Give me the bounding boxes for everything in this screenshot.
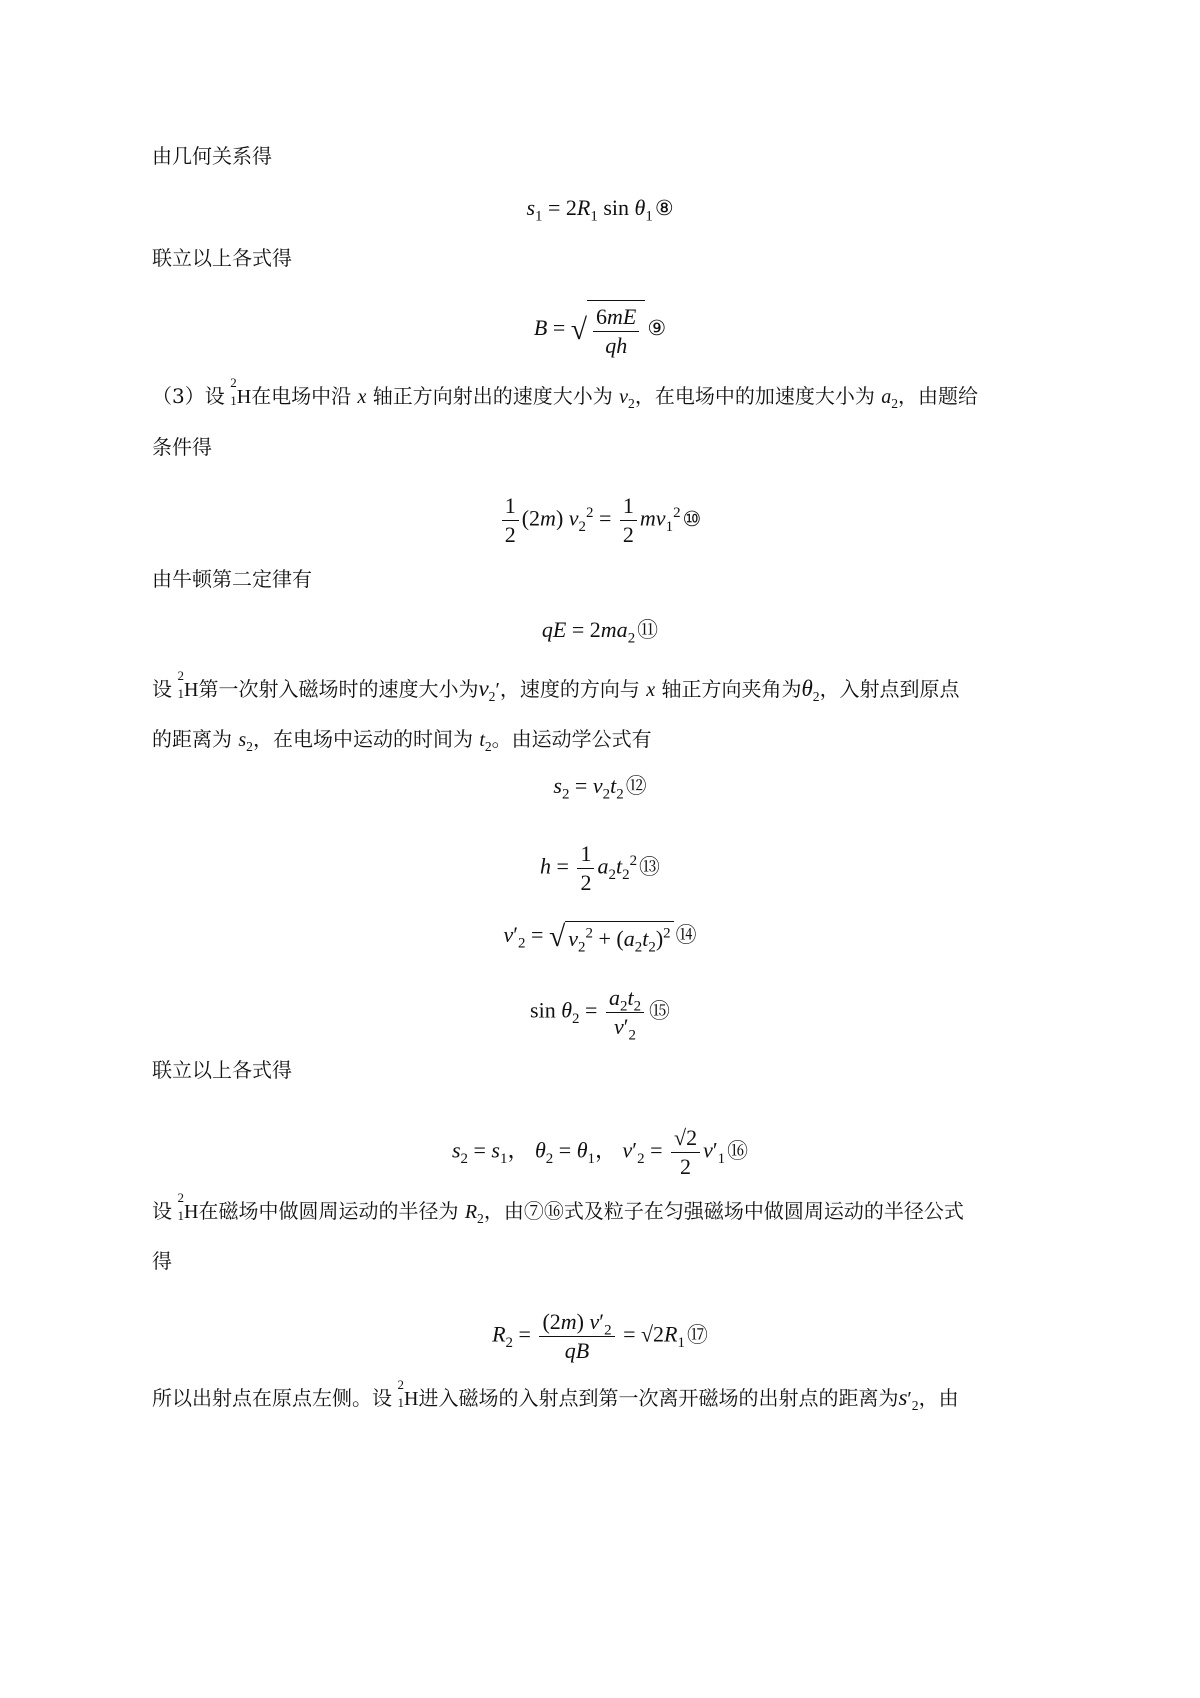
text-combine-2: 联立以上各式得 xyxy=(152,1058,292,1082)
isotope-notation: 2 1 xyxy=(177,668,184,701)
equation-number: ⑰ xyxy=(686,1322,708,1347)
equation-15: $\sin \theta_2$ = $\frac{a_2t_2}{v'_2}$ ⑮ xyxy=(530,985,670,1044)
paragraph-part3-cont: 条件得 xyxy=(152,435,212,459)
equation-11: qE = $2ma_2⑪$ xyxy=(541,617,659,647)
equation-16: $s_2 = s_1$， $\theta_2 = \theta_1$， $v'_2$ = $\frac{√2}{2}$ $v'_1⑯$ xyxy=(451,1125,749,1179)
equation-14: $v'_2$ = √ $v_2^2 + (a_2t_2)^2$ ⑭ xyxy=(503,921,697,956)
text-newton: 由牛顿第二定律有 xyxy=(152,567,312,591)
equation-12: $s_2$ = $v_2t_2⑫$ xyxy=(553,773,647,803)
equation-number: ⑯ xyxy=(727,1138,749,1163)
equation-number: ⑩ xyxy=(682,506,702,531)
equation-number: ⑮ xyxy=(649,998,670,1023)
equation-8: $s_1 = 2R_1$ $\sin \theta_1⑧$ xyxy=(526,195,674,225)
isotope-notation: 2 1 xyxy=(230,375,237,408)
isotope-notation: 2 1 xyxy=(177,1190,184,1223)
paragraph-exit: 所以出射点在原点左侧。设 2 1 H进入磁场的入射点到第一次离开磁场的出射点的距离为$s'_2$，由 xyxy=(152,1377,959,1413)
paragraph-velocity-cont: 的距离为 $s_2$，在电场中运动的时间为 $t_2$。由运动学公式有 xyxy=(152,727,652,754)
equation-number: ⑪ xyxy=(637,618,659,642)
equation-13: h = $\frac{1}{2}$ $a_2t_2^2⑬$ xyxy=(540,841,660,895)
paragraph-part3: （3）设 2 1 H在电场中沿 x 轴正方向射出的速度大小为 $v_2$，在电场中的加速度大小为 $a_2$，由题给 xyxy=(152,375,978,411)
equation-number: ⑭ xyxy=(675,923,697,947)
equation-9: B = √ $\frac{6mE}{qh}$ ⑨ xyxy=(0,300,1200,360)
equation-number: ⑬ xyxy=(639,854,660,879)
equation-10: $\frac{1}{2}$ (2m) $v_2^2$ = $\frac{1}{2}$ $mv_1^2⑩$ xyxy=(0,492,1200,549)
text-combine-1: 联立以上各式得 xyxy=(152,246,292,270)
paragraph-velocity: 设 2 1 H第一次射入磁场时的速度大小为$v_2'$，速度的方向与 x 轴正方向夹角为$\theta_2$，入射点到原点 xyxy=(152,668,960,704)
paragraph-radius: 设 2 1 H在磁场中做圆周运动的半径为 $R_2$，由⑦⑯式及粒子在匀强磁场中做圆周运动的半径公式 xyxy=(152,1190,964,1226)
equation-number: ⑧ xyxy=(654,196,674,220)
paragraph-radius-cont: 得 xyxy=(152,1249,172,1273)
equation-number: ⑫ xyxy=(625,774,647,798)
equation-17: $R_2$ = $\frac{(2m) v'_2}{qB}$ = $√2R_1⑰$ xyxy=(492,1309,708,1363)
isotope-notation: 2 1 xyxy=(397,1377,404,1410)
text-geometry: 由几何关系得 xyxy=(152,144,272,168)
equation-number: ⑨ xyxy=(647,316,667,341)
